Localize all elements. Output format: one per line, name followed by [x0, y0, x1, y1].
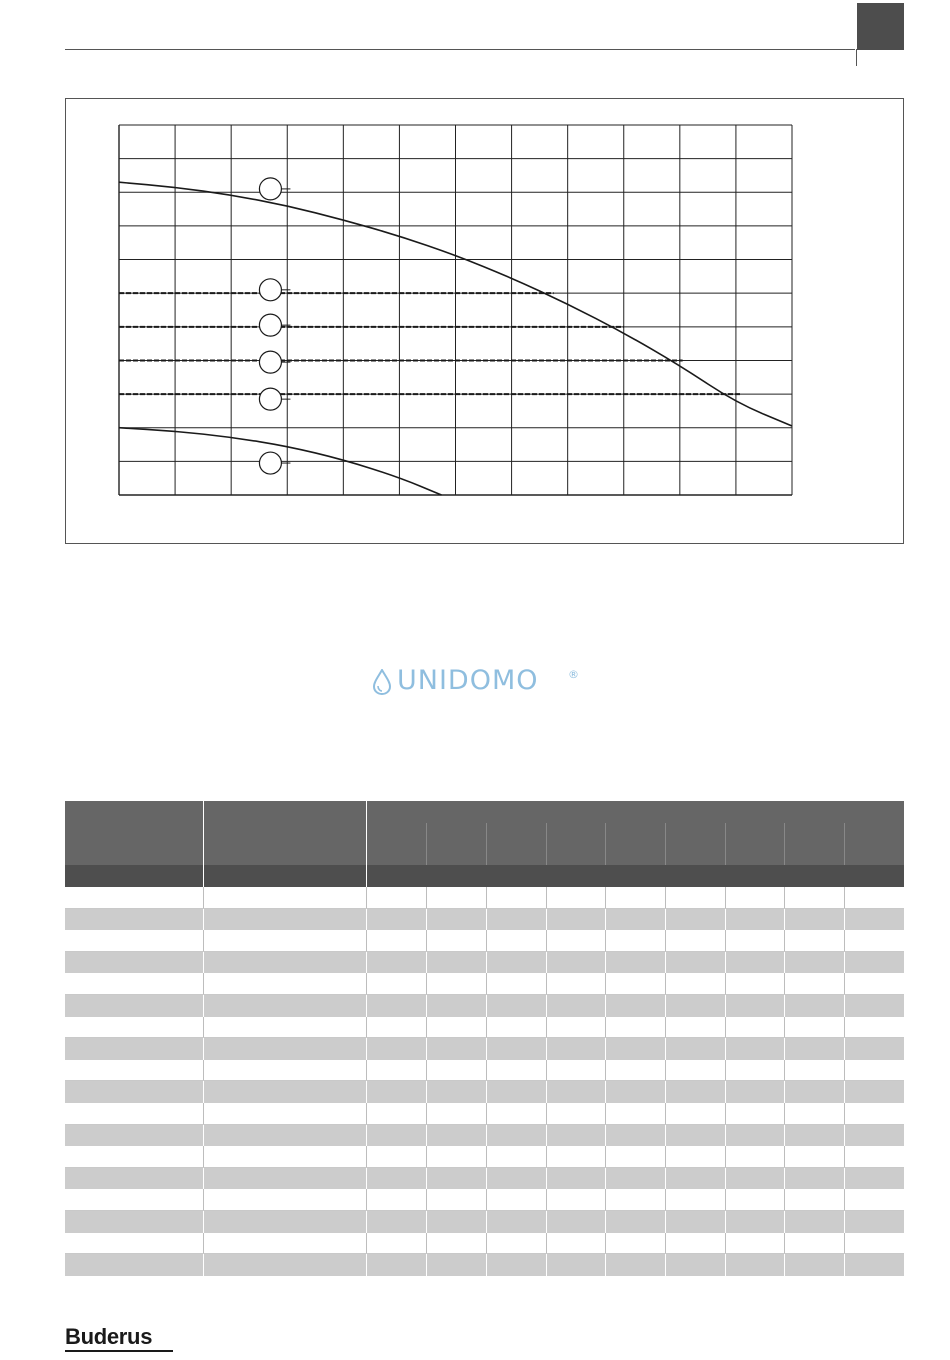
cell-divider	[366, 1189, 367, 1211]
cell-divider	[605, 952, 606, 974]
cell-divider	[725, 952, 726, 974]
cell-divider	[203, 1233, 204, 1255]
cell-divider	[203, 973, 204, 995]
cell-divider	[725, 1038, 726, 1060]
cell-divider	[605, 1103, 606, 1125]
cell-divider	[665, 1233, 666, 1255]
header-rule	[65, 49, 855, 50]
cell-divider	[486, 1060, 487, 1082]
cell-divider	[844, 1017, 845, 1039]
cell-divider	[546, 1125, 547, 1147]
callout-marker-3	[259, 314, 281, 336]
cell-divider	[844, 1060, 845, 1082]
table-row	[65, 1038, 904, 1060]
header-subdivider	[546, 823, 547, 865]
cell-divider	[366, 1125, 367, 1147]
cell-divider	[784, 995, 785, 1017]
cell-divider	[665, 1038, 666, 1060]
cell-divider	[784, 1146, 785, 1168]
cell-divider	[784, 1125, 785, 1147]
cell-divider	[366, 973, 367, 995]
cell-divider	[486, 1017, 487, 1039]
cell-divider	[844, 1254, 845, 1276]
cell-divider	[784, 909, 785, 931]
cell-divider	[784, 930, 785, 952]
cell-divider	[784, 1189, 785, 1211]
table-row	[65, 1103, 904, 1125]
cell-divider	[725, 1146, 726, 1168]
cell-divider	[725, 930, 726, 952]
cell-divider	[366, 909, 367, 931]
cell-divider	[426, 1211, 427, 1233]
header-subdivider	[784, 823, 785, 865]
cell-divider	[665, 887, 666, 909]
cell-divider	[203, 1254, 204, 1276]
cell-divider	[426, 1060, 427, 1082]
cell-divider	[486, 1146, 487, 1168]
cell-divider	[486, 1103, 487, 1125]
cell-divider	[665, 1125, 666, 1147]
cell-divider	[784, 1103, 785, 1125]
callout-marker-2	[259, 279, 281, 301]
cell-divider	[725, 1211, 726, 1233]
cell-divider	[844, 995, 845, 1017]
header-subdivider	[844, 823, 845, 865]
cell-divider	[605, 887, 606, 909]
cell-divider	[486, 995, 487, 1017]
cell-divider	[784, 887, 785, 909]
cell-divider	[546, 952, 547, 974]
cell-divider	[366, 930, 367, 952]
cell-divider	[426, 909, 427, 931]
cell-divider	[725, 887, 726, 909]
section-tab[interactable]	[857, 3, 904, 50]
cell-divider	[546, 1017, 547, 1039]
cell-divider	[665, 1168, 666, 1190]
header-subdivider	[725, 823, 726, 865]
buderus-logo: Buderus	[65, 1324, 153, 1349]
cell-divider	[426, 1254, 427, 1276]
cell-divider	[844, 1081, 845, 1103]
cell-divider	[366, 1060, 367, 1082]
cell-divider	[486, 887, 487, 909]
cell-divider	[426, 1168, 427, 1190]
cell-divider	[605, 1125, 606, 1147]
cell-divider	[665, 1211, 666, 1233]
cell-divider	[546, 1146, 547, 1168]
cell-divider	[844, 1233, 845, 1255]
cell-divider	[203, 909, 204, 931]
cell-divider	[546, 1038, 547, 1060]
table-row	[65, 952, 904, 974]
cell-divider	[203, 1168, 204, 1190]
cell-divider	[665, 1060, 666, 1082]
cell-divider	[366, 1081, 367, 1103]
callout-marker-5	[259, 388, 281, 410]
cell-divider	[605, 909, 606, 931]
cell-divider	[426, 1146, 427, 1168]
cell-divider	[486, 952, 487, 974]
cell-divider	[546, 1233, 547, 1255]
cell-divider	[366, 1233, 367, 1255]
cell-divider	[605, 1081, 606, 1103]
cell-divider	[605, 995, 606, 1017]
cell-divider	[665, 1189, 666, 1211]
cell-divider	[784, 1168, 785, 1190]
cell-divider	[426, 995, 427, 1017]
cell-divider	[486, 1233, 487, 1255]
cell-divider	[546, 1103, 547, 1125]
cell-divider	[426, 1017, 427, 1039]
cell-divider	[426, 1103, 427, 1125]
cell-divider	[725, 1233, 726, 1255]
table-row	[65, 1168, 904, 1190]
cell-divider	[426, 930, 427, 952]
cell-divider	[486, 1168, 487, 1190]
callout-marker-1	[259, 178, 281, 200]
cell-divider	[844, 887, 845, 909]
table-row	[65, 1254, 904, 1276]
cell-divider	[426, 1081, 427, 1103]
cell-divider	[784, 952, 785, 974]
cell-divider	[725, 909, 726, 931]
cell-divider	[844, 1146, 845, 1168]
cell-divider	[366, 1168, 367, 1190]
cell-divider	[426, 952, 427, 974]
table-row	[65, 1189, 904, 1211]
cell-divider	[203, 1189, 204, 1211]
cell-divider	[665, 1103, 666, 1125]
cell-divider	[784, 1233, 785, 1255]
cell-divider	[366, 995, 367, 1017]
cell-divider	[366, 1254, 367, 1276]
header-divider	[366, 801, 367, 887]
cell-divider	[725, 1103, 726, 1125]
table-row	[65, 930, 904, 952]
cell-divider	[605, 1233, 606, 1255]
table-row	[65, 995, 904, 1017]
cell-divider	[486, 1211, 487, 1233]
cell-divider	[844, 973, 845, 995]
header-divider	[203, 801, 204, 887]
header-tick	[856, 49, 857, 66]
cell-divider	[546, 1189, 547, 1211]
cell-divider	[605, 1017, 606, 1039]
cell-divider	[725, 1168, 726, 1190]
cell-divider	[665, 930, 666, 952]
cell-divider	[426, 973, 427, 995]
table-row	[65, 1060, 904, 1082]
cell-divider	[426, 887, 427, 909]
cell-divider	[426, 1125, 427, 1147]
cell-divider	[605, 1189, 606, 1211]
cell-divider	[486, 1081, 487, 1103]
cell-divider	[366, 1146, 367, 1168]
cell-divider	[784, 1081, 785, 1103]
cell-divider	[725, 1254, 726, 1276]
cell-divider	[725, 1017, 726, 1039]
performance-chart	[65, 98, 904, 544]
cell-divider	[665, 952, 666, 974]
cell-divider	[605, 973, 606, 995]
cell-divider	[725, 1189, 726, 1211]
callout-marker-6	[259, 452, 281, 474]
cell-divider	[546, 1081, 547, 1103]
cell-divider	[366, 1211, 367, 1233]
cell-divider	[546, 995, 547, 1017]
cell-divider	[426, 1233, 427, 1255]
header-subdivider	[426, 823, 427, 865]
cell-divider	[203, 887, 204, 909]
cell-divider	[203, 1125, 204, 1147]
cell-divider	[605, 1146, 606, 1168]
cell-divider	[665, 1254, 666, 1276]
watermark-text: UNIDOMO	[397, 665, 539, 696]
cell-divider	[203, 1081, 204, 1103]
cell-divider	[203, 1038, 204, 1060]
cell-divider	[203, 1060, 204, 1082]
cell-divider	[546, 1211, 547, 1233]
cell-divider	[366, 1017, 367, 1039]
cell-divider	[784, 1038, 785, 1060]
cell-divider	[784, 1211, 785, 1233]
table-row	[65, 1017, 904, 1039]
cell-divider	[605, 1038, 606, 1060]
cell-divider	[844, 1211, 845, 1233]
cell-divider	[665, 995, 666, 1017]
cell-divider	[844, 1038, 845, 1060]
cell-divider	[665, 1017, 666, 1039]
cell-divider	[605, 1211, 606, 1233]
cell-divider	[784, 1060, 785, 1082]
cell-divider	[486, 1038, 487, 1060]
cell-divider	[844, 1103, 845, 1125]
chart-svg	[66, 99, 903, 543]
cell-divider	[844, 952, 845, 974]
cell-divider	[605, 1060, 606, 1082]
table-row	[65, 1081, 904, 1103]
cell-divider	[486, 973, 487, 995]
cell-divider	[784, 1254, 785, 1276]
buderus-logo-underline	[65, 1350, 173, 1352]
cell-divider	[486, 1125, 487, 1147]
cell-divider	[546, 973, 547, 995]
cell-divider	[725, 1081, 726, 1103]
cell-divider	[203, 952, 204, 974]
cell-divider	[844, 930, 845, 952]
cell-divider	[665, 909, 666, 931]
cell-divider	[665, 973, 666, 995]
table-row	[65, 909, 904, 931]
cell-divider	[605, 1254, 606, 1276]
cell-divider	[844, 1189, 845, 1211]
cell-divider	[486, 909, 487, 931]
cell-divider	[366, 887, 367, 909]
table-row	[65, 973, 904, 995]
cell-divider	[784, 1017, 785, 1039]
cell-divider	[844, 1125, 845, 1147]
table-row	[65, 1211, 904, 1233]
cell-divider	[546, 887, 547, 909]
cell-divider	[203, 995, 204, 1017]
callout-marker-4	[259, 351, 281, 373]
table-row	[65, 1125, 904, 1147]
cell-divider	[665, 1081, 666, 1103]
header-subdivider	[486, 823, 487, 865]
cell-divider	[725, 973, 726, 995]
table-row	[65, 1146, 904, 1168]
cell-divider	[203, 930, 204, 952]
cell-divider	[486, 1189, 487, 1211]
cell-divider	[203, 1103, 204, 1125]
cell-divider	[844, 1168, 845, 1190]
cell-divider	[605, 1168, 606, 1190]
cell-divider	[366, 1103, 367, 1125]
cell-divider	[203, 1146, 204, 1168]
table-header-band	[65, 865, 904, 887]
header-subdivider	[665, 823, 666, 865]
cell-divider	[725, 995, 726, 1017]
cell-divider	[203, 1017, 204, 1039]
watermark-registered-mark: ®	[568, 668, 579, 681]
cell-divider	[366, 952, 367, 974]
cell-divider	[605, 930, 606, 952]
cell-divider	[725, 1125, 726, 1147]
cell-divider	[546, 930, 547, 952]
cell-divider	[426, 1038, 427, 1060]
cell-divider	[203, 1211, 204, 1233]
header-subdivider	[605, 823, 606, 865]
cell-divider	[546, 909, 547, 931]
cell-divider	[665, 1146, 666, 1168]
cell-divider	[486, 930, 487, 952]
table-row	[65, 1233, 904, 1255]
cell-divider	[546, 1060, 547, 1082]
cell-divider	[366, 1038, 367, 1060]
table-row	[65, 887, 904, 909]
cell-divider	[844, 909, 845, 931]
cell-divider	[784, 973, 785, 995]
cell-divider	[486, 1254, 487, 1276]
cell-divider	[546, 1168, 547, 1190]
cell-divider	[426, 1189, 427, 1211]
water-drop-icon	[372, 669, 392, 695]
unidomo-watermark	[370, 664, 610, 700]
cell-divider	[725, 1060, 726, 1082]
cell-divider	[546, 1254, 547, 1276]
